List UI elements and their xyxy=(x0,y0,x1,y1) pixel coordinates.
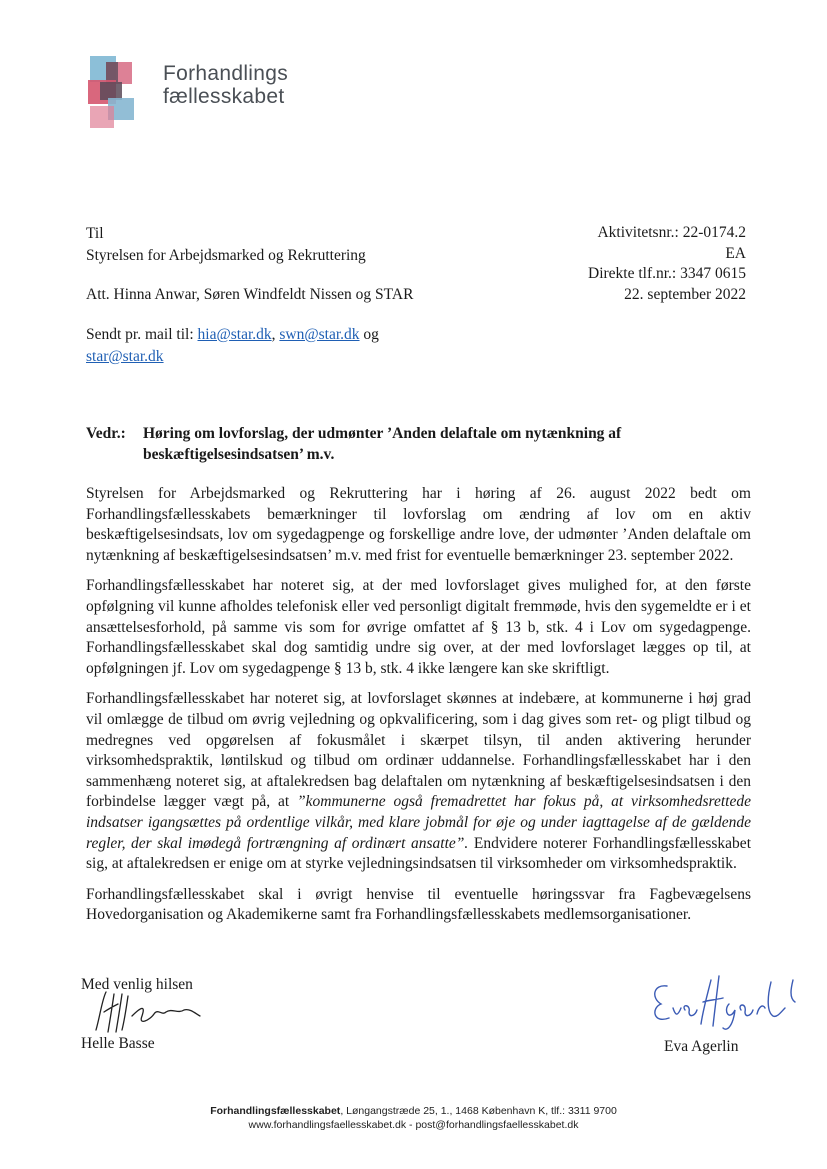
paragraph-3-end: Endvidere noterer Forhandlingsfællesskabet sig, at aftalekredsen er enige om at styrke vejledningsindsatsen til virksomheder om virksomhedspraktik. xyxy=(86,834,751,873)
direct-phone: Direkte tlf.nr.: 3347 0615 xyxy=(588,265,746,282)
paragraph-3-quote: ”kommunerne også fremadrettet har fokus på, at virksomhedsrettede indsatser igangsættes på ordentlige vilkår, med klare jobmål for øje og under iagttagelse af de gældende regler, der skal imødegå fortrængning af ordinært ansatte”. xyxy=(86,793,751,852)
signer-helle-basse: Helle Basse xyxy=(81,1035,155,1052)
subject-text: Høring om lovforslag, der udmønter ’Anden delaftale om nytænkning af beskæftigelsesindsatsen’ m.v. xyxy=(143,425,622,463)
email-link-star[interactable]: star@star.dk xyxy=(86,348,164,365)
footer-org: Forhandlingsfællesskabet xyxy=(210,1105,341,1117)
recipient-att: Att. Hinna Anwar, Søren Windfeldt Nissen og STAR xyxy=(86,286,414,303)
sender-initials: EA xyxy=(725,244,746,262)
paragraph-4: Forhandlingsfællesskabet skal i øvrigt henvise til eventuelle høringssvar fra Fagbevægelsens Hovedorganisation og Akademikerne samt fra Forhandlingsfællesskabets medlemsorganisationer. xyxy=(86,885,751,924)
paragraph-1: Styrelsen for Arbejdsmarked og Rekruttering har i høring af 26. august 2022 bedt om Forhandlingsfællesskabets bemærkninger til lovforslag om ændring af lov om en aktiv beskæftigelsesindsats, lov om sygedagpenge og forskellige andre love, der udmønter ’Anden delaftale om nytænkning af beskæftigelsesindsatsen’ m.v. med frist for eventuelle bemærkninger 23. september 2022. xyxy=(86,485,751,564)
email-link-swn[interactable]: swn@star.dk xyxy=(279,326,360,343)
signature-helle-basse xyxy=(88,986,203,1038)
paragraph-2: Forhandlingsfællesskabet har noteret sig, at der med lovforslaget gives mulighed for, at den første opfølgning vil kunne afholdes telefonisk eller ved personligt digitalt fremmøde, hvis den sygemeldte er i et ansættelsesforhold, på samme vis som for øvrige omfattet af § 13 b, stk. 4 i Lov om sygedagpenge. Forhandlingsfællesskabet skal dog samtidig undre sig over, at der med lovforslaget lægges op til, at opfølgningen jf. Lov om sygedagpenge § 13 b, stk. 4 ikke længere kan ske skriftligt. xyxy=(86,577,751,677)
sent-by-mail xyxy=(86,324,379,368)
mail-and: og xyxy=(359,326,379,343)
letter-body xyxy=(86,484,751,936)
logo-wordmark xyxy=(163,62,288,108)
letter-footer xyxy=(0,1104,827,1132)
letter-date: 22. september 2022 xyxy=(624,285,746,303)
recipient-block xyxy=(86,223,413,306)
closing-greeting: Med venlig hilsen xyxy=(81,976,193,993)
subject-line xyxy=(86,423,746,465)
email-link-hia[interactable]: hia@star.dk xyxy=(197,326,272,343)
recipient-to: Til xyxy=(86,225,104,242)
letter-meta xyxy=(588,223,746,305)
mail-separator: , xyxy=(271,326,280,343)
footer-address: , Løngangstræde 25, 1., 1468 København K, tlf.: 3311 9700 xyxy=(340,1105,617,1117)
paragraph-3 xyxy=(86,689,751,874)
subject-label: Vedr.: xyxy=(86,425,126,442)
recipient-org: Styrelsen for Arbejdsmarked og Rekruttering xyxy=(86,247,366,264)
logo-line-1: Forhandlings xyxy=(163,62,289,85)
activity-number: Aktivitetsnr.: 22-0174.2 xyxy=(597,224,746,241)
logo-mark-icon xyxy=(88,56,134,128)
logo-line-2: fællesskabet xyxy=(163,85,285,108)
signature-eva-agerlin xyxy=(645,968,805,1033)
paragraph-3-start: Forhandlingsfællesskabet har noteret sig, at lovforslaget skønnes at indebære, at kommunerne i høj grad vil omlægge de tilbud om øvrig vejledning og opkvalificering, som i dag gives som ret- og pligt tilbud og medregnes ved opgørelsen af fokusmålet i skærpet tilsyn, til anden aktivering herunder virksomhedspraktik, løntilskud og tilbud om ordinær uddannelse. Forhandlingsfællesskabet har i den sammenhæng noteret sig, at aftalekredsen bag delaftalen om nytænkning af beskæftigelsesindsatsen i den forbindelse lægger vægt på, at xyxy=(86,690,751,811)
footer-line-2: www.forhandlingsfaellesskabet.dk - post@forhandlingsfaellesskabet.dk xyxy=(248,1119,579,1131)
signer-eva-agerlin: Eva Agerlin xyxy=(664,1038,739,1055)
mail-prefix: Sendt pr. mail til: xyxy=(86,326,198,343)
footer-line-1 xyxy=(0,1104,827,1118)
